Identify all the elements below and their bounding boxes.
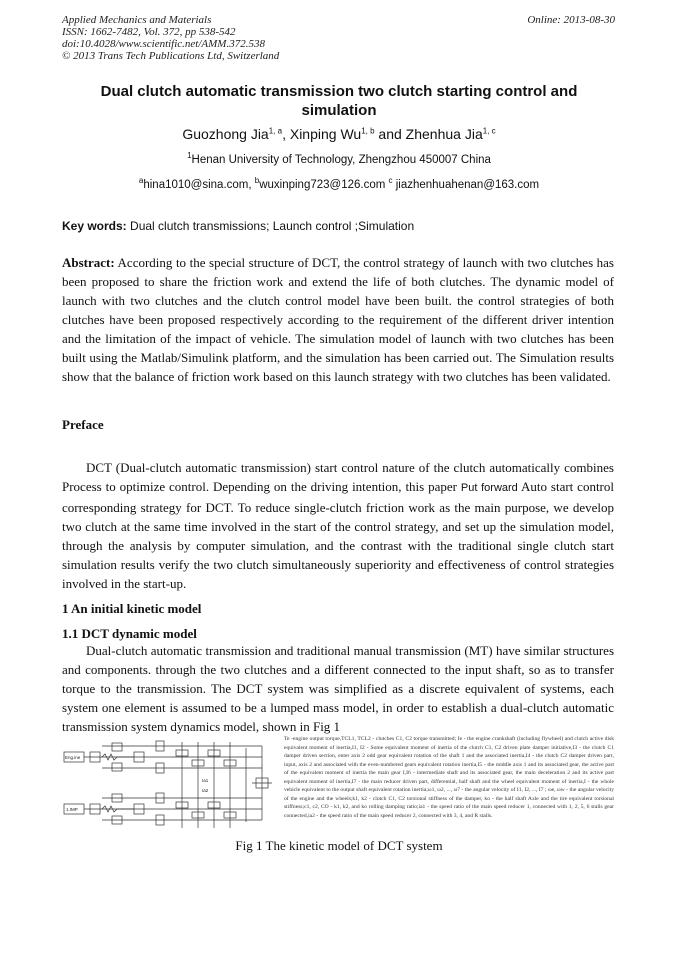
affiliation <box>0 151 678 166</box>
engine-label: Eng.ine <box>65 755 81 760</box>
issn-line: ISSN: 1662-7482, Vol. 372, pp 538-542 <box>62 26 236 38</box>
email-b-sup: b <box>254 176 260 186</box>
gear-even-label: Ia2 <box>202 788 209 793</box>
preface-text <box>62 458 614 593</box>
preface-put-forward: Put forward <box>460 482 518 494</box>
email-line <box>0 176 678 191</box>
keywords-label: Key words: <box>62 219 127 233</box>
paper-title: Dual clutch automatic transmission two clutch starting control and simulation <box>100 83 578 119</box>
vehicle-label: 1.IMP <box>66 807 78 812</box>
author-3-affil: 1, c <box>482 126 496 136</box>
doi-line: doi:10.4028/www.scientific.net/AMM.372.538 <box>62 38 265 50</box>
affiliation-number: 1 <box>187 151 192 161</box>
section-1-heading: 1 An initial kinetic model <box>62 601 202 616</box>
figure-legend: Te -engine output torque,TCL1, TCL2 - clutches C1, C2 torque transmitted; Ie - the engine crankshaft (including flywheel) and clutch active disk equivalent moment of inertia,I1, I2 - Some equivalent moment of inertia of the clutch C1, C2 driven plate damper initiative,I3 - the clutch C1 damper driven section, enter axis 2 odd gear equivalent rotation of the shaft 1 and the associated inertia,I4 - the clutch C2 damper driven part, input, axis 2 and associated with the even-numbered gears equivalent rotation inertia,I5 - the middle axis 1 and its associated gear, the active part of the equivalent moment of inertia the main gear I,I6 - intermediate shaft and its associated gear, the main deceleration 2 and its active part equivalent moment of inertia,I7 - the main reducer driven part, differential, half shaft and the wheel equivalent moment of inertia,I - the whole vehicle equivalent to the output shaft equivalent rotation inertia;ω1, ω2, ..., ω7 - the angular velocity of I1, I2, ..., I7 ; ωe, ωw - the angular velocity of the engine and the wheels;k1, k2 - clutch C1, C2 torsional stiffness of the damper, ko - the half shaft Axle and the tire equivalent torsional stiffness;c1, c2, CO - k1, k2, and ko rolling damping ratio;ia1 - the speed ratio of the main speed reducer 1, connected with 1, 2, 5, 6 stalls gear connected,ia2 - the speed ratio of the main speed reducer 2, connected with 3, 4, and R stalls. <box>284 736 614 819</box>
keywords <box>62 219 414 233</box>
author-3: and Zhenhua Jia <box>374 126 483 142</box>
online-date: Online: 2013-08-30 <box>527 14 615 26</box>
section-1-1-text: Dual-clutch automatic transmission and traditional manual transmission (MT) have similar structures and components. through the two clutches and a different connected to the input shaft, so as to transfer torque to the transmission. The DCT system was simplified as a discrete equivalent of systems, each system one element is assumed to be a lumped mass model, in order to establish a dual-clutch automatic transmission system dynamics model, shown in Fig 1 <box>62 643 614 734</box>
email-a[interactable]: hina1010@sina.com, <box>143 179 255 191</box>
author-2-affil: 1, b <box>361 126 375 136</box>
journal-name: Applied Mechanics and Materials <box>62 14 212 26</box>
abstract-text: According to the special structure of DCT, the control strategy of launch with two clutches has been proposed to share the friction work and extend the life of both clutches. The dynamic model of launch with two clutches and the clutch control model have been built. the control strategies of both clutches have been proposed respectively according to the requirement of the different driver intention and the limitation of the impact of vehicle. The simulation model of launch with two clutches has been built using the Matlab/Simulink platform, and the simulation has been carried out. The Simulation results show that the balance of friction work based on this launch strategy with two clutches has been validated. <box>62 255 614 384</box>
abstract-label: Abstract: <box>62 255 115 270</box>
email-c[interactable]: jiazhenhuahenan@163.com <box>392 179 540 191</box>
keywords-text: Dual clutch transmissions; Launch control ;Simulation <box>126 219 415 233</box>
preface-text-1: DCT (Dual-clutch automatic transmission) start control nature of the clutch automatically combines Process to optimize control. Depending on the driving intention, this paper <box>62 460 614 494</box>
preface-heading: Preface <box>62 417 104 432</box>
email-a-sup: a <box>138 176 144 186</box>
affiliation-text: Henan University of Technology, Zhengzhou 450007 China <box>191 154 491 166</box>
author-2: , Xinping Wu <box>282 126 362 142</box>
dct-kinetic-model-diagram <box>62 738 274 834</box>
authors <box>0 126 678 142</box>
email-b[interactable]: wuxinping723@126.com <box>259 179 389 191</box>
abstract <box>62 253 614 386</box>
author-1-affil: 1, a <box>268 126 283 136</box>
gear-odd-label: Ia1 <box>202 778 209 783</box>
copyright-line: © 2013 Trans Tech Publications Ltd, Switzerland <box>62 50 280 62</box>
email-c-sup: c <box>388 176 393 186</box>
section-1-1-heading: 1.1 DCT dynamic model <box>62 626 197 641</box>
figure-caption: Fig 1 The kinetic model of DCT system <box>235 838 443 853</box>
preface-text-2: Auto start control corresponding strategy for DCT. To reduce single-clutch friction work as the main purpose, we develop two clutch at the same time involved in the start of the control strategy, and set up the simulation model, through the analysis by computer simulation, and the contrast with the traditional single clutch start simulation results verify the two clutch simultaneously superiority and effectiveness of control strategies involved in the start-up. <box>62 479 615 591</box>
author-1: Guozhong Jia <box>182 126 269 142</box>
